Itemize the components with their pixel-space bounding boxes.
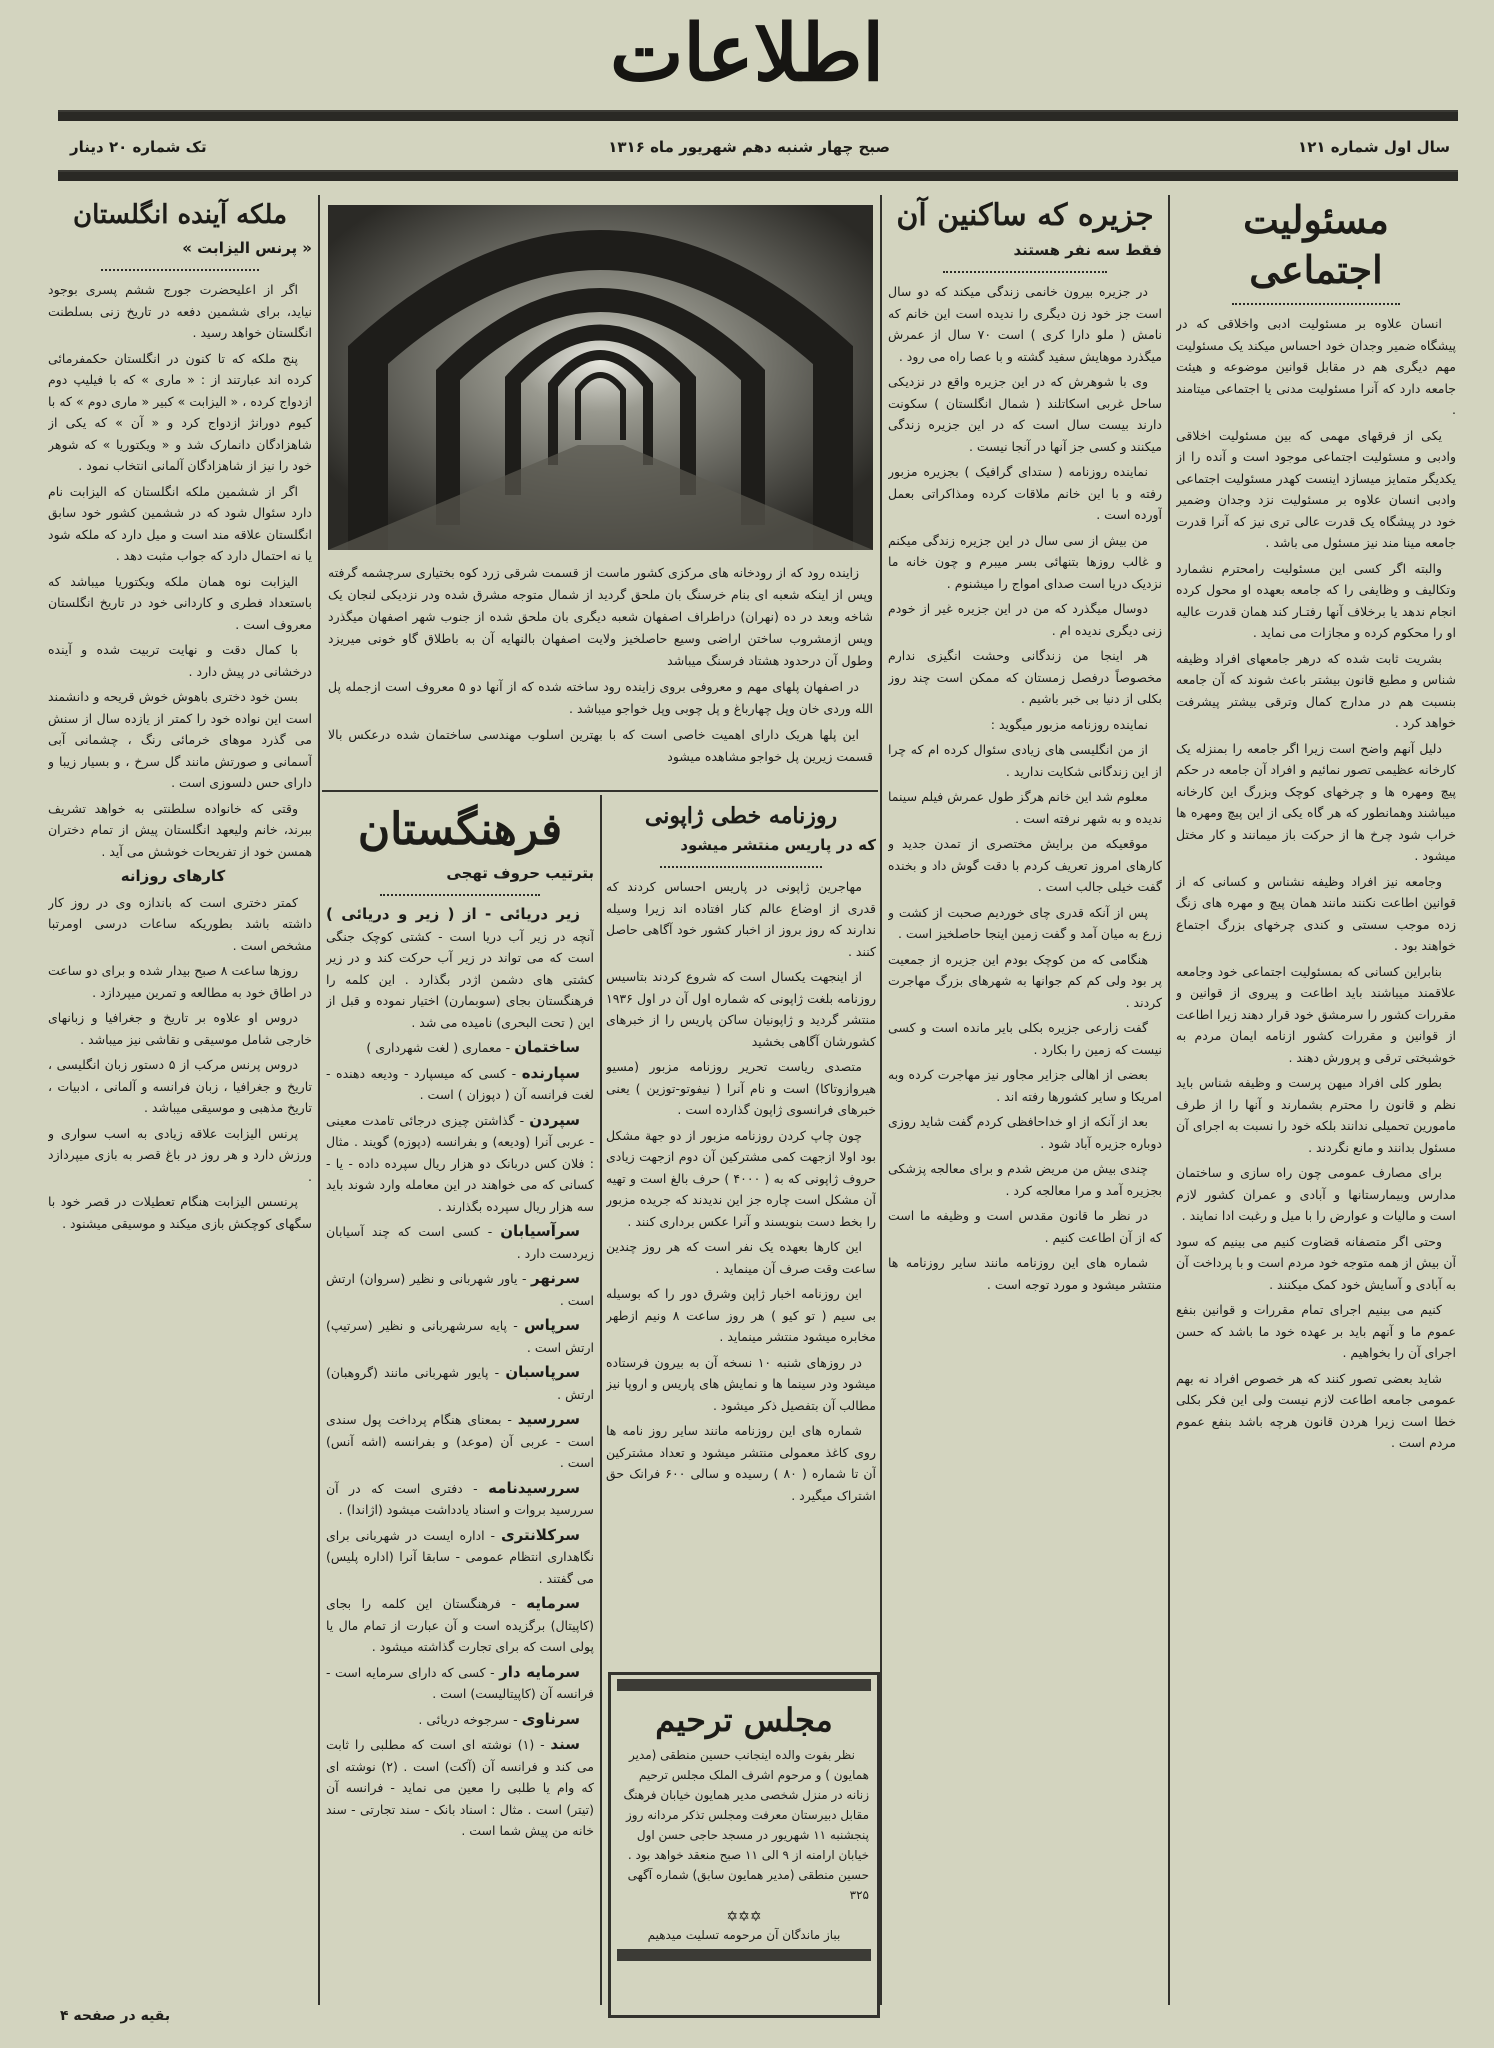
glossary-term: سرپاس (523, 1316, 580, 1334)
paragraph: این پلها هریک دارای اهمیت خاصی است که با بهترین اسلوب مهندسی ساختمان شده درعکس بالا قسمت زیرین پل خواجو مشاهده میشود (328, 727, 873, 764)
paragraph: هر اینجا من زندگانی وحشت انگیزی ندارم مخصوصاً درفصل زمستان که ممکن است چند روز بکلی از دنیا بی خبر باشیم . (888, 648, 1162, 706)
paragraph: متصدی ریاست تحریر روزنامه مزبور (مسیو هیروازوتاکا) است و نام آنرا ( نیفوتو-توزین ) یعنی خبرهای فرانسوی ژاپون گذارده است . (606, 1059, 876, 1117)
glossary-entry (326, 1315, 594, 1358)
paragraph: در روزهای شنبه ۱۰ نسخه آن به بیرون فرستاده میشود ودر سینما ها و نمایش های پاریس و اروپا نیز مطالب آن بتفصیل ذکر میشود . (606, 1354, 876, 1413)
title-ornament (660, 860, 822, 868)
paragraph: بسن خود دختری باهوش خوش قریحه و دانشمند است این نواده خود را کمتر از یازده سال از سنش می گذرد موهای خرمائی رنگ ، چشمانی آبی آسمانی و صورتش مانند گل سرخ ، و بسیار زیبا و دارای حس دلسوزی است . (48, 689, 312, 790)
glossary-definition: - بمعنای هنگام پرداخت پول سندی است - عربی آن (موعد) و بفرانسه (اشه آنس) است . (326, 1412, 594, 1470)
article-princess-elizabeth (48, 195, 312, 1995)
column-divider (318, 195, 320, 2005)
article-island (888, 195, 1162, 2005)
glossary-definition: - گذاشتن چیزی درجائی تامدت معینی - عربی آنرا (ودیعه) و بفرانسه (دپوزه) گویند . مثال : فلان کس دربانک دو هزار ریال سپرده داده - یا - کسانی که می خواهند در این معامله وارد شوند باید سه هزار ریال سپرده بگذارند . (326, 1112, 594, 1214)
paragraph: معلوم شد این خانم هرگز طول عمرش فیلم سینما ندیده و به شهر نرفته است . (888, 789, 1162, 826)
paragraph: شماره های این روزنامه مانند سایر روز نامه ها روی کاغذ معمولی منتشر میشود و تعداد مشترکین آن تا شماره ( ۸۰ ) رسیده و سالی ۶۰۰ فرانک حق اشتراک میگیرد . (606, 1423, 876, 1503)
glossary-entry (326, 1734, 594, 1842)
glossary-entry (326, 1709, 594, 1731)
top-rule (58, 110, 1458, 121)
article-subtitle: که در پاریس منتشر میشود (680, 836, 876, 854)
continued-note: بقیه در صفحه ۴ (60, 2008, 171, 2024)
bottom-rule (58, 170, 1458, 181)
glossary-definition: - (۱) نوشته ای است که مطلبی را ثابت می کند و فرانسه آن (آکت) است . (۲) نوشته ای که وام یا طلبی را معین می نماید - فرانسه آن (تیتر) است . مثال : اسناد بانک - سند تجارتی - سند خانه من پیش شما است . (326, 1737, 594, 1838)
paragraph: دروس او علاوه بر تاریخ و جغرافیا و زبانهای خارجی شامل موسیقی و نقاشی نیز میباشد . (48, 1010, 312, 1047)
photo-khaju-bridge (328, 205, 873, 550)
glossary-entry (326, 1110, 594, 1218)
glossary-term: سرمایه (526, 1594, 580, 1612)
paragraph: در اصفهان پلهای مهم و معروفی بروی زاینده رود ساخته شده که از آنها دو ۵ معروف است ازجمله پل الله وردی خان وپل چهارباغ و پل چوبی وپل خواجو میباشد . (328, 679, 873, 716)
glossary-entry (326, 1662, 594, 1705)
glossary-definition: - کسی که دارای سرمایه است - فرانسه آن (کاپیتالیست) است . (326, 1664, 594, 1701)
paragraph: اگر از اعلیحضرت جورج ششم پسری بوجود نیاید، برای ششمین دفعه در تاریخ زنی بسلطنت انگلستان خواهد رسید . (48, 282, 312, 340)
paragraph: والبته اگر کسی این مسئولیت رامحترم نشمارد وتکالیف و وظایفی را که جامعه بعهده او محول کرده انجام ندهد یا برخلاف آنها رفتـار کند همان قدرت عالیه او را محکوم کرده و مجازات می نماید . (1176, 560, 1456, 640)
paragraph: نماینده روزنامه ( ستدای گرافیک ) بجزیره مزبور رفته و با این خانم ملاقات کرده ومذاکراتی بعمل آورده است . (888, 464, 1162, 522)
article-subtitle: « پرنس الیزابت » (182, 239, 312, 257)
paragraph: چون چاپ کردن روزنامه مزبور از دو جهة مشکل بود اولا ازجهت کمی مشترکین آن دوم ازجهت زیادی حروف ژاپونی که به ( ۴۰۰۰ ) حرف بالغ است و تهیه آن مشکل است چاره جز این ندیدند که جریده مزبور را بخط دست بنویسند و آنرا عکس برداری کنند . (606, 1127, 876, 1229)
glossary-definition: - پایه سرشهربانی و نظیر (سرتیپ) ارتش است . (326, 1318, 594, 1355)
paragraph: الیزابت نوه همان ملکه ویکتوریا میباشد که باستعداد فطری و کاردانی خود در تاریخ انگلستان معروف است . (48, 573, 312, 632)
glossary-definition: - کسی که میسپارد - ودیعه دهنده - لغت فرانسه آن ( دپوزان ) است . (326, 1065, 594, 1102)
paragraph: در نظر ما قانون مقدس است و وظیفه ما است که از آن اطاعت کنیم . (888, 1208, 1162, 1245)
paragraph: گفت زارعی جزیره بکلی بایر مانده است و کسی نیست که زمین را بکارد . (888, 1020, 1162, 1057)
glossary-definition: - اداره ایست در شهربانی برای نگاهداری انتظام عمومی - سابقا آنرا (اداره پلیس) می گفتند . (326, 1527, 594, 1586)
paragraph: من بیش از سی سال در این جزیره زندگی میکنم و غالب روزها بتنهائی بسر میبرم و چون خانه ما نزدیک دریا است صدای امواج را میشنوم . (888, 532, 1162, 591)
paragraph: از اینجهت یکسال است که شروع کردند بتاسیس روزنامه بلغت ژاپونی که شماره اول آن در اول ۱۹۳۶ منتشر گردید و ژاپونیان ساکن پاریس را از خبرهای کشورشان آگاهی بخشید (606, 969, 876, 1049)
glossary-term: سررسید (517, 1410, 580, 1428)
paragraph: پس از آنکه قدری چای خوردیم صحبت از کشت و زرع به میان آمد و گفت زمین اینجا حاصلخیز است . (888, 904, 1162, 941)
glossary-term: ساختمان (514, 1038, 580, 1056)
paragraph: کمتر دختری است که باندازه وی در روز کار داشته باشد بطوریکه ساعات درسی اومرتبا مشخص است . (48, 894, 312, 953)
masthead-logo: اطلاعات (609, 8, 885, 99)
paragraph: چندی بیش من مریض شدم و برای معالجه پزشکی بجزیره آمد و مرا معالجه کرد . (888, 1161, 1162, 1198)
photo-caption (328, 562, 873, 772)
memorial-notice (608, 1672, 880, 2018)
paragraph: هنگامی که من کوچک بودم این جزیره از جمعیت پر بود ولی کم کم جوانها به شهرهای بزرگ مهاجرت کردند . (888, 951, 1162, 1010)
glossary-entry (326, 1525, 594, 1590)
article-title: ملکه آینده انگلستان (73, 200, 287, 230)
paragraph: بشریت ثابت شده که درهر جامعهای افراد وظیفه شناس و مطیع قانون بیشتر باعث شوند که آن جامعه بنسبت هم در مدارج کمال وترقی بیشتر پیشرفت خواهد کرد . (1176, 650, 1456, 730)
paragraph: این کارها بعهده یک نفر است که هر روز چندین ساعت وقت صرف آن مینماید . (606, 1239, 876, 1276)
paragraph: وی با شوهرش که در این جزیره واقع در نزدیکی ساحل غربی اسکاتلند ( شمال انگلستان ) سکونت دارند بیست سال است که در این جزیره زندگی میکنند و کسی جز آنها در آنجا نیست . (888, 374, 1162, 454)
paragraph: دروس پرنس مرکب از ۵ دستور زبان انگلیسی ، تاریخ و جغرافیا ، زبان فرانسه و آلمانی ، ادبیات ، تاریخ مذهبی و موسیقی میباشد . (48, 1057, 312, 1115)
dateline (70, 138, 1450, 162)
paragraph: اگر از ششمین ملکه انگلستان که الیزابت نام دارد سئوال شود که در ششمین کشور خود سابق انگلستان علاقه مند است و میل دارد که ملکه شود یا نه احتمال دارد که جواب مثبت دهد . (48, 483, 312, 563)
section-divider (322, 790, 878, 792)
paragraph: وحتی اگر متصفانه قضاوت کنیم می بینیم که سود آن بیش از همه متوجه خود مردم است و با پرداخت آن به آبادی و آسایش خود کمک میکنند . (1176, 1233, 1456, 1292)
column-divider (1168, 195, 1170, 2005)
paragraph: موقعیکه من برایش مختصری از تمدن جدید و کارهای امروز تعریف کردم با دقت گوش داد و بخنده گفت خیلی جالب است . (888, 836, 1162, 894)
paragraph: برای مصارف عمومی چون راه سازی و ساختمان مدارس وبیمارستانها و آبادی و عمران کشور لازم است و مالیات و عوارض را با میل و رغبت ادا نمایند . (1176, 1165, 1456, 1223)
article-title: فرهنگستان (357, 804, 563, 855)
glossary-entry (326, 1221, 594, 1264)
glossary-entry (326, 1362, 594, 1405)
glossary-entry (326, 1593, 594, 1658)
paragraph: پرنس الیزابت علاقه زیادی به اسب سواری و ورزش دارد و هر روز در باغ قصر به بازی میپردازد . (48, 1125, 312, 1184)
paragraph: پرنسس الیزابت هنگام تعطیلات در قصر خود با سگهای کوچکش بازی میکند و موسیقی میشنود . (48, 1194, 312, 1231)
paragraph: پنج ملکه که تا کنون در انگلستان حکمفرمائی کرده اند عبارتند از : « ماری » که با فیلیپ دوم ازدواج کرده ، « الیزابت » کبیر « ماری دوم » که با کیوم دورانژ ازدواج کرد و « آن » که یکی از شاهزادگان دانمارک شد و « ویکتوریا » که شوهر خود را نیز از شاهزادگان آلمانی انتخاب نمود . (48, 350, 312, 473)
article-academy (326, 800, 594, 2010)
paragraph: وجامعه نیز افراد وظیفه نشناس و کسانی که از قوانین اطاعت نکنند مانند همان پیچ و مهره های زنگ زده موجب سستی و کندی چرخهای بزرگ اجتماع خواهند بود . (1176, 873, 1456, 953)
paragraph: در جزیره بیرون خانمی زندگی میکند که دو سال است جز خود زن دیگری را ندیده است این خانم که نامش ( ملو دارا کری ) است ۷۰ سال از عمرش میگذرد موهایش سفید گشته و با عصا راه می رود . (888, 284, 1162, 364)
glossary-definition: - دفتری است که در آن سررسید بروات و اسناد یادداشت میشود (اژاندا) . (326, 1480, 594, 1517)
glossary-definition: - فرهنگستان این کلمه را بجای (کاپیتال) برگزیده است و آن عبارت از تمام مال یا پولی است که برای تجارت گذاشته میشود . (326, 1596, 594, 1654)
glossary-definition: - پایور شهربانی مانند (گروهبان) ارتش . (326, 1365, 594, 1402)
article-title: روزنامه خطی ژاپونی (644, 803, 838, 829)
article-subtitle: فقط سه نفر هستند (1013, 241, 1162, 259)
article-title: مسئولیت اجتماعی (1243, 197, 1389, 292)
paragraph: روزها ساعت ۸ صبح بیدار شده و برای دو ساعت در اطاق خود به مطالعه و تمرین میپردازد . (48, 963, 312, 1000)
glossary-term: سرمایه دار (499, 1662, 580, 1681)
paragraph: کارهای روزانه (120, 867, 226, 885)
glossary-definition: - یاور شهربانی و نظیر (سروان) ارتش است . (326, 1271, 594, 1308)
glossary-definition: - کسی است که چند آسیابان زیردست دارد . (326, 1224, 594, 1261)
paragraph: با کمال دقت و نهایت تربیت شده و آینده درخشانی در پیش دارد . (48, 642, 312, 679)
article-social-responsibility (1176, 195, 1456, 2005)
glossary-term: سند (550, 1735, 580, 1753)
paragraph: یکی از فرقهای مهمی که بین مسئولیت اخلاقی وادبی و مسئولیت اجتماعی موجود است و آنده را از یکدیگر متمایز میسازد اینست کهدر مسئولیت اجتماعی وادبی انسان علاوه بر مسئولیت نزد وجدان وضمیر خود در پیشگاه یک قدرت عالی تری نیز که آنرا قدرت جامعه مینا مند نیز مسئول می باشد . (1176, 427, 1456, 550)
issue-number: سال اول شماره ۱۲۱ (1298, 138, 1450, 156)
glossary-term: سرکلانتری (500, 1525, 580, 1544)
paragraph: بعد از آنکه از او خداحافظی کردم گفت شاید روزی دوباره جزیره آباد شود . (888, 1114, 1162, 1151)
glossary-definition: - سرجوخه دریائی . (418, 1711, 518, 1727)
notice-bar (617, 1949, 871, 1961)
star-ornament-icon: ✡✡✡ (726, 1909, 762, 1925)
glossary-term: سپردن (529, 1110, 580, 1129)
glossary-term: سرآسیابان (500, 1222, 580, 1240)
title-ornament (1232, 297, 1400, 305)
arch-corridor-image (328, 205, 873, 550)
notice-bar (617, 1679, 871, 1691)
paragraph: وقتی که خانواده سلطنتی به خواهد تشریف ببرند، خانم ولیعهد انگلستان پیش از تمام دختران همسن خود از تفریحات خوشش می آید . (48, 800, 312, 859)
notice-closing: بباز ماندگان آن مرحومه تسلیت میدهیم (647, 1928, 841, 1942)
glossary-entry (326, 1268, 594, 1311)
notice-title: مجلس ترحیم (655, 1701, 833, 1739)
notice-body: نظر بفوت والده اینجانب حسین منطقی (مدیر همایون ) و مرحوم اشرف الملک مجلس ترحیم زنانه در منزل شخصی مدیر همایون خیابان فرهنگ مقابل دبیرستان معرفت ومجلس تذکر مردانه روز پنجشنبه ۱۱ شهریور در مسجد حاجی حسن اول خیابان ارامنه از ۹ الی ۱۱ صبح منعقد خواهد بود . حسین منطقی (مدیر همایون سابق) شماره آگهی ۳۲۵ (623, 1748, 869, 1902)
paragraph: مهاجرین ژاپونی در پاریس احساس کردند که قدری از اوضاع عالم کنار افتاده اند زیرا وسیله ندارند که روز بروز از اخبار کشور خود آگاهی حاصل کنند . (606, 879, 876, 959)
glossary-term: زیر دریائی - از ( زیر و دریائی ) (326, 905, 580, 923)
glossary-entry (326, 904, 594, 1033)
paragraph: دلیل آنهم واضح است زیرا اگر جامعه را بمنزله یک کارخانه عظیمی تصور نمائیم و افراد آن جامعه در حکم پیچ ومهره ها و چرخهای کوچک وبزرگ این کارخانه میباشند وهمانطور که هر گاه یکی از این پیچ ومهره ها خراب شود چرخ ها از حرکت باز میمانند و کار مختل میشود . (1176, 740, 1456, 863)
paragraph: نماینده روزنامه مزبور میگوید : (990, 716, 1148, 732)
glossary-definition: آنچه در زیر آب دریا است - کشتی کوچک جنگی است که می تواند در زیر آب حرکت کند و در زیر کشتی های دشمن اژدر بگذارد . این کلمه را فرهنگستان بجای (سوبمارن) اختیار نموده و قبل از این ( تحت البحری) نامیده می شد . (326, 928, 594, 1030)
paragraph: شماره های این روزنامه مانند سایر روزنامه ها منتشر میشود و مورد توجه است . (888, 1255, 1162, 1292)
glossary-entry (326, 1037, 594, 1059)
paragraph: انسان علاوه بر مسئولیت ادبی واخلاقی که در پیشگاه ضمیر وجدان خود احساس میکند یک مسئولیت مهم دیگری هم در مقابل قوانین موضوعه و هیئت جامعه دارد که آنرا مسئولیت مدنی یا اجتماعی میتامند . (1176, 316, 1456, 417)
paragraph: بعضی از اهالی جزایر مجاور نیز مهاجرت کرده وبه امریکا و سایر کشورها رفته اند . (888, 1067, 1162, 1104)
paragraph: دوسال میگذرد که من در این جزیره غیر از خودم زنی دیگری ندیده ام . (888, 601, 1162, 638)
glossary-entry (326, 1063, 594, 1106)
title-ornament (101, 263, 259, 271)
paragraph: شاید بعضی تصور کنند که هر خصوص افراد نه بهم عمومی جامعه اطاعت لازم نیست ولی این فکر بکلی خطا است زیرا هردن قانون هرچه باشد بنفع عموم مردم است . (1176, 1370, 1456, 1450)
column-divider (600, 795, 602, 2005)
article-title: جزیره که ساکنین آن (896, 198, 1154, 233)
glossary-term: سرنهر (531, 1269, 580, 1287)
paragraph: زاینده رود که از رودخانه های مرکزی کشور ماست از قسمت شرقی زرد کوه بختیاری سرچشمه گرفته وپس از اینکه شعبه ای بنام خرسنگ بان ملحق گردید از شمال متوجه مشرق شده ودر نزدیکی لنجان یک شاخه وبعد در ده (نهران) دراطراف اصفهان شعبه دیگری بان ملحق شده از جنوب شهر اصفهان میگذرد وپس ازمشروب ساختن اراضی وسیع حاصلخیز ولایت اصفهان بالنهایه آن به باطلاق گاو خونی میریزد وطول آن درحدود هشتاد فرسنگ میباشد (328, 565, 873, 668)
glossary-term: سررسیدنامه (488, 1478, 580, 1497)
glossary-definition: - معماری ( لغت شهرداری ) (366, 1040, 511, 1055)
title-ornament (380, 888, 541, 896)
glossary-entry (326, 1409, 594, 1474)
column-divider (880, 195, 882, 2005)
paragraph: بطور کلی افراد میهن پرست و وظیفه شناس باید نظم و قانون را محترم بشمارند و آنها را از طرف مامورین تحمیلی ندانند بلکه خود را نسبت به اجرای آن مسئول بدانند و مانع نگردند . (1176, 1075, 1456, 1155)
paragraph: کنیم می بینیم اجرای تمام مقررات و قوانین بنفع عموم ما و آنهم باید بر عهده خود ما باشد که حسن اجرای آن را بخواهیم . (1176, 1302, 1456, 1360)
paragraph: این روزنامه اخبار ژاپن وشرق دور را که بوسیله بی سیم ( تو کیو ) هر روز ساعت ۸ ونیم ازطهر مخابره میشود منتشر مینماید . (606, 1286, 876, 1344)
glossary-term: سرپاسبان (505, 1363, 580, 1381)
issue-price: تک شماره ۲۰ دینار (70, 138, 207, 156)
article-japanese-newspaper (606, 800, 876, 1660)
issue-date: صبح چهار شنبه دهم شهریور ماه ۱۳۱۶ (608, 138, 890, 156)
paragraph: از من انگلیسی های زیادی سئوال کرده ام که چرا از این زندگانی شکایت ندارید . (888, 742, 1162, 779)
glossary-entry (326, 1478, 594, 1521)
paragraph: بنابراین کسانی که بمسئولیت اجتماعی خود وجامعه علاقمند میباشند باید اطاعت و پیروی از قوانین و مقررات کشور را سرمشق خود قرار دهند زیرا اطاعت از قوانین و مقررات کشور ازنامه ایمان مردم به خوشبختی ترقی و پرورش دهند . (1176, 963, 1456, 1065)
title-ornament (943, 265, 1107, 273)
glossary-term: سپارنده (521, 1063, 580, 1082)
article-subtitle: بترتیب حروف تهجی (446, 864, 594, 882)
glossary-term: سرناوی (521, 1709, 580, 1728)
